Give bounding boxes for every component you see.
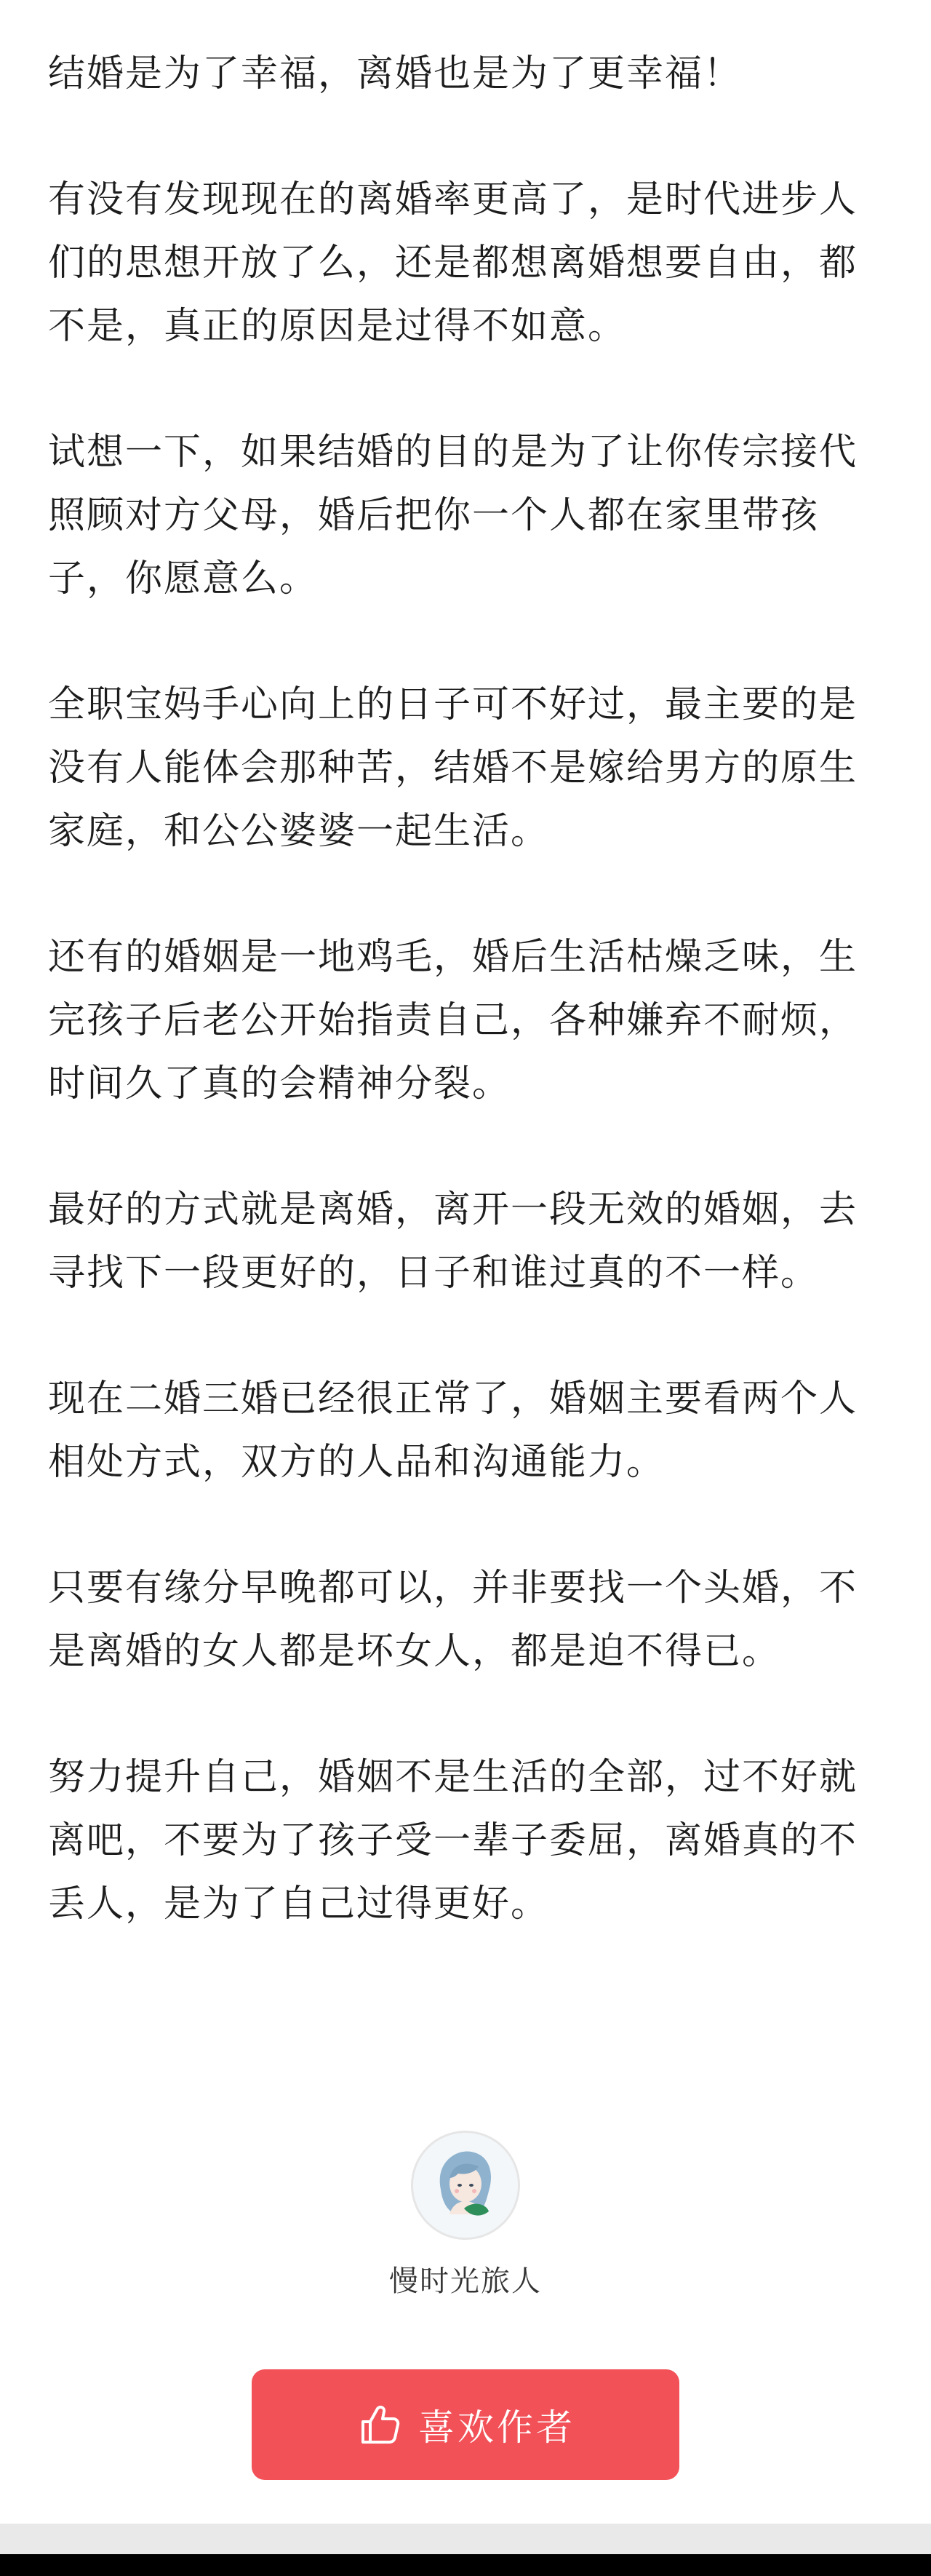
like-author-label: 喜欢作者	[418, 2406, 575, 2449]
author-card	[0, 2131, 931, 2299]
article-body	[48, 42, 892, 1998]
article-paragraph: 努力提升自己，婚姻不是生活的全部，过不好就离吧，不要为了孩子受一辈子委屈，离婚真的不丢人，是为了自己过得更好。	[48, 1756, 858, 1925]
article-paragraph: 有没有发现现在的离婚率更高了，是时代进步人们的思想开放了么，还是都想离婚想要自由，都不是，真正的原因是过得不如意。	[48, 178, 858, 348]
author-name[interactable]: 慢时光旅人	[389, 2265, 542, 2298]
article-paragraph: 只要有缘分早晚都可以，并非要找一个头婚，不是离婚的女人都是坏女人，都是迫不得已。	[48, 1567, 858, 1673]
bottom-divider-band	[0, 2524, 931, 2554]
system-navigation-bar	[0, 2554, 931, 2576]
thumbs-up-icon	[356, 2401, 402, 2448]
illustrated-girl-avatar-icon	[413, 2133, 518, 2238]
article-paragraph: 现在二婚三婚已经很正常了，婚姻主要看两个人相处方式，双方的人品和沟通能力。	[48, 1378, 858, 1484]
article-paragraph: 试想一下，如果结婚的目的是为了让你传宗接代照顾对方父母，婚后把你一个人都在家里带孩子，你愿意么。	[48, 431, 858, 600]
like-author-button[interactable]	[252, 2369, 679, 2480]
article-paragraph: 结婚是为了幸福，离婚也是为了更幸福！	[48, 52, 743, 95]
article-paragraph: 全职宝妈手心向上的日子可不好过，最主要的是没有人能体会那种苦，结婚不是嫁给男方的原生家庭，和公公婆婆一起生活。	[48, 683, 858, 853]
author-avatar[interactable]	[411, 2131, 520, 2240]
article-paragraph: 最好的方式就是离婚，离开一段无效的婚姻，去寻找下一段更好的，日子和谁过真的不一样。	[48, 1188, 858, 1295]
article-paragraph: 还有的婚姻是一地鸡毛，婚后生活枯燥乏味，生完孩子后老公开始指责自己，各种嫌弃不耐烦，时间久了真的会精神分裂。	[48, 936, 858, 1105]
